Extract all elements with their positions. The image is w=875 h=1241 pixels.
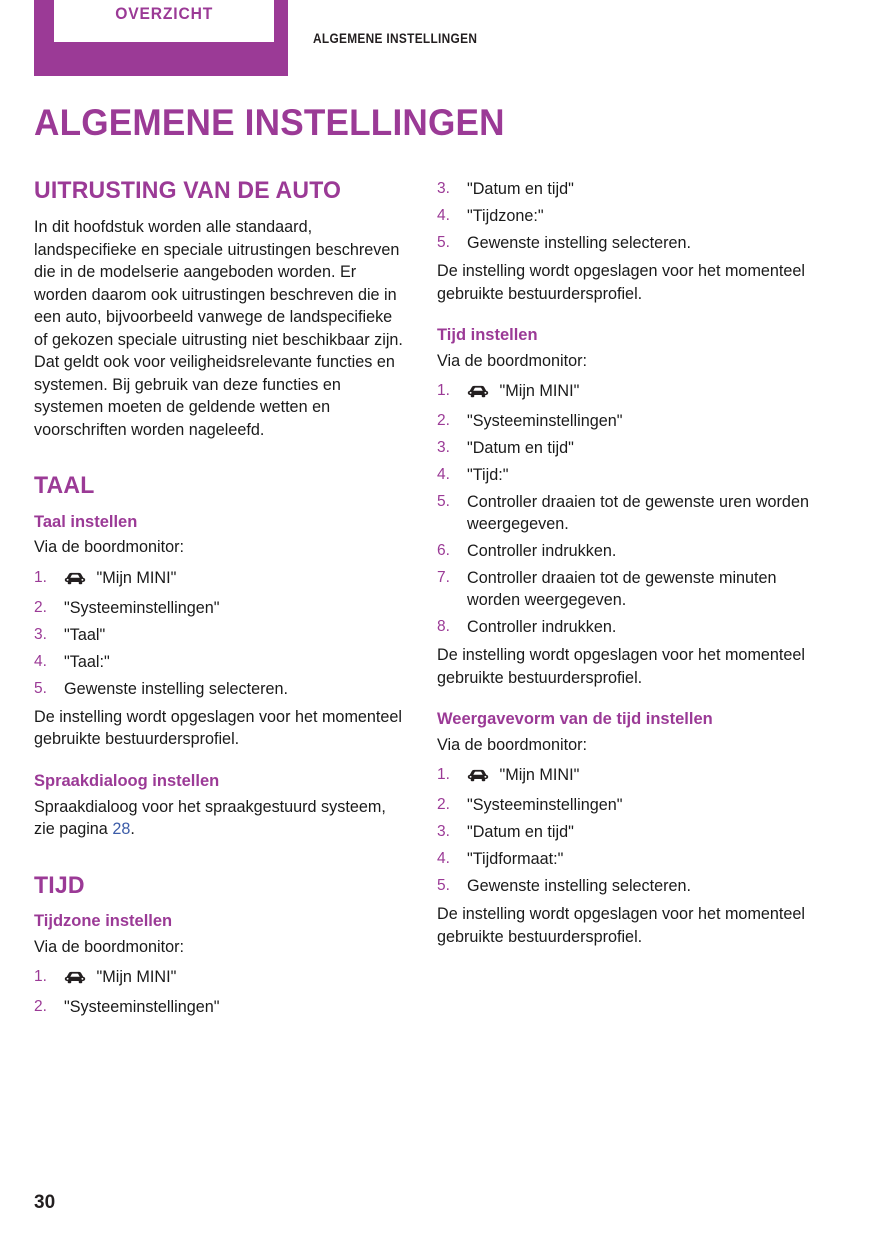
step-number: 1.	[34, 968, 47, 986]
step-text: Gewenste instelling selecteren.	[64, 679, 289, 698]
list-item	[437, 410, 815, 432]
section-heading-taal: TAAL	[34, 472, 95, 500]
chapter-tab-label: OVERZICHT	[115, 4, 213, 23]
spacer	[437, 307, 815, 325]
step-text: Controller draaien tot de gewenste uren worden weergegeven.	[467, 493, 809, 534]
step-text: "Taal"	[64, 625, 106, 644]
list-item	[437, 232, 815, 254]
step-number: 5.	[437, 234, 450, 251]
list-item	[437, 794, 815, 816]
step-text: "Tijd:"	[467, 466, 509, 485]
chapter-tab-overzicht[interactable]	[34, 0, 288, 76]
step-number: 3.	[34, 625, 47, 643]
step-number: 8.	[437, 618, 450, 636]
list-item	[34, 966, 406, 991]
lead-via-boordmonitor-taal: Via de boordmonitor:	[34, 538, 184, 557]
steps-list-tijdzone-continued	[437, 178, 815, 254]
spraakdialoog-paragraph	[34, 796, 406, 841]
spacer	[437, 691, 815, 709]
step-text: "Datum en tijd"	[467, 439, 574, 458]
step-number: 4.	[437, 207, 450, 224]
step-number: 5.	[437, 877, 450, 895]
step-text: "Datum en tijd"	[467, 180, 574, 198]
step-text: Gewenste instelling selecteren.	[467, 877, 692, 896]
list-item	[437, 567, 815, 611]
car-front-icon	[467, 767, 489, 789]
step-text: "Mijn MINI"	[96, 968, 177, 987]
step-number: 5.	[437, 493, 450, 511]
step-number: 1.	[437, 766, 450, 784]
step-text: "Mijn MINI"	[499, 766, 580, 785]
list-item	[34, 996, 406, 1018]
list-item	[34, 678, 406, 700]
list-item	[437, 178, 815, 200]
step-number: 3.	[437, 180, 450, 197]
list-item	[34, 624, 406, 646]
subsection-heading-spraakdialoog: Spraakdialoog instellen	[34, 771, 220, 790]
breadcrumb: ALGEMENE INSTELLINGEN	[313, 31, 478, 46]
section-heading-tijd: TIJD	[34, 871, 85, 899]
step-text: "Systeeminstellingen"	[467, 412, 623, 431]
list-item	[437, 848, 815, 870]
note-profile-saved-tijd: De instelling wordt opgeslagen voor het momenteel gebruikte bestuurdersprofiel.	[437, 646, 806, 687]
step-text: Gewenste instelling selecteren.	[467, 234, 692, 252]
note-profile-saved-weergavevorm: De instelling wordt opgeslagen voor het momenteel gebruikte bestuurdersprofiel.	[437, 905, 806, 946]
step-number: 6.	[437, 542, 450, 560]
step-number: 4.	[34, 652, 47, 670]
subsection-heading-tijd-instellen: Tijd instellen	[437, 326, 538, 344]
note-profile-saved-tijdzone: De instelling wordt opgeslagen voor het momenteel gebruikte bestuurdersprofiel.	[437, 262, 806, 303]
list-item	[34, 651, 406, 673]
page-reference-link[interactable]: 28	[112, 820, 131, 839]
step-number: 3.	[437, 439, 450, 457]
section-heading-uitrusting: UITRUSTING VAN DE AUTO	[34, 177, 342, 204]
steps-list-weergavevorm	[437, 764, 815, 897]
spraakdialoog-text-after: .	[130, 820, 135, 839]
step-text: "Tijdzone:"	[467, 207, 544, 225]
spacer	[34, 753, 406, 771]
step-number: 7.	[437, 569, 450, 587]
step-text: Controller indrukken.	[467, 542, 617, 561]
list-item	[34, 567, 406, 592]
spacer	[34, 843, 406, 873]
list-item	[437, 540, 815, 562]
page-number: 30	[34, 1192, 56, 1213]
step-text: Controller draaien tot de gewenste minuten worden weergegeven.	[467, 569, 777, 610]
spraakdialoog-text-before: Spraakdialoog voor het spraakgestuurd systeem, zie pagina	[34, 797, 386, 839]
steps-list-taal-instellen	[34, 567, 406, 700]
list-item	[34, 597, 406, 619]
step-text: "Systeeminstellingen"	[467, 796, 623, 815]
car-front-icon	[64, 570, 86, 592]
step-text: "Taal:"	[64, 652, 110, 671]
subsection-heading-tijdzone-instellen: Tijdzone instellen	[34, 911, 173, 930]
step-number: 2.	[34, 598, 47, 616]
step-number: 4.	[437, 466, 450, 484]
spacer	[34, 443, 406, 473]
step-number: 4.	[437, 850, 450, 868]
step-text: "Systeeminstellingen"	[64, 998, 220, 1017]
left-column	[34, 178, 406, 1024]
right-column	[437, 178, 815, 950]
step-number: 3.	[437, 823, 450, 841]
lead-via-boordmonitor-tijd: Via de boordmonitor:	[437, 351, 587, 370]
note-profile-saved-taal: De instelling wordt opgeslagen voor het momenteel gebruikte bestuurdersprofiel.	[34, 707, 403, 749]
subsection-heading-weergavevorm: Weergavevorm van de tijd instellen	[437, 710, 713, 729]
subsection-heading-taal-instellen: Taal instellen	[34, 512, 138, 531]
step-text: "Datum en tijd"	[467, 823, 574, 842]
step-text: "Mijn MINI"	[96, 568, 177, 587]
list-item	[437, 821, 815, 843]
list-item	[437, 437, 815, 459]
step-number: 2.	[437, 412, 450, 430]
lead-via-boordmonitor-weergavevorm: Via de boordmonitor:	[437, 735, 587, 754]
steps-list-tijd-instellen	[437, 380, 815, 638]
chapter-tab-inner	[54, 0, 274, 42]
list-item	[437, 491, 815, 535]
step-number: 2.	[34, 998, 47, 1016]
car-front-icon	[467, 383, 489, 405]
list-item	[437, 464, 815, 486]
lead-via-boordmonitor-tijdzone: Via de boordmonitor:	[34, 937, 184, 956]
car-front-icon	[64, 969, 86, 991]
list-item	[437, 764, 815, 789]
intro-paragraph: In dit hoofdstuk worden alle standaard, landspecifieke en speciale uitrustingen beschreven die in de modelserie aangeboden worden. Er worden daarom ook uitrustingen beschreven die in een auto, bijvoorbeeld vanwege de landspecifieke of gekozen speciale uitrusting niet beschikbaar zijn. Dat geldt ook voor veiligheidsrelevante functies en systemen. Bij gebruik van deze functies en systemen moeten de geldende wetten en voorschriften worden nageleefd.	[34, 218, 403, 439]
steps-list-tijdzone-instellen	[34, 966, 406, 1018]
step-number: 2.	[437, 796, 450, 814]
page-title: ALGEMENE INSTELLINGEN	[34, 102, 505, 143]
list-item	[437, 380, 815, 405]
list-item	[437, 875, 815, 897]
list-item	[437, 616, 815, 638]
step-text: "Mijn MINI"	[499, 382, 580, 401]
step-number: 1.	[34, 568, 47, 586]
step-text: Controller indrukken.	[467, 618, 617, 637]
step-number: 5.	[34, 679, 47, 697]
page-header	[0, 0, 875, 76]
step-text: "Systeeminstellingen"	[64, 598, 220, 617]
step-text: "Tijdformaat:"	[467, 850, 564, 869]
step-number: 1.	[437, 382, 450, 400]
list-item	[437, 205, 815, 227]
